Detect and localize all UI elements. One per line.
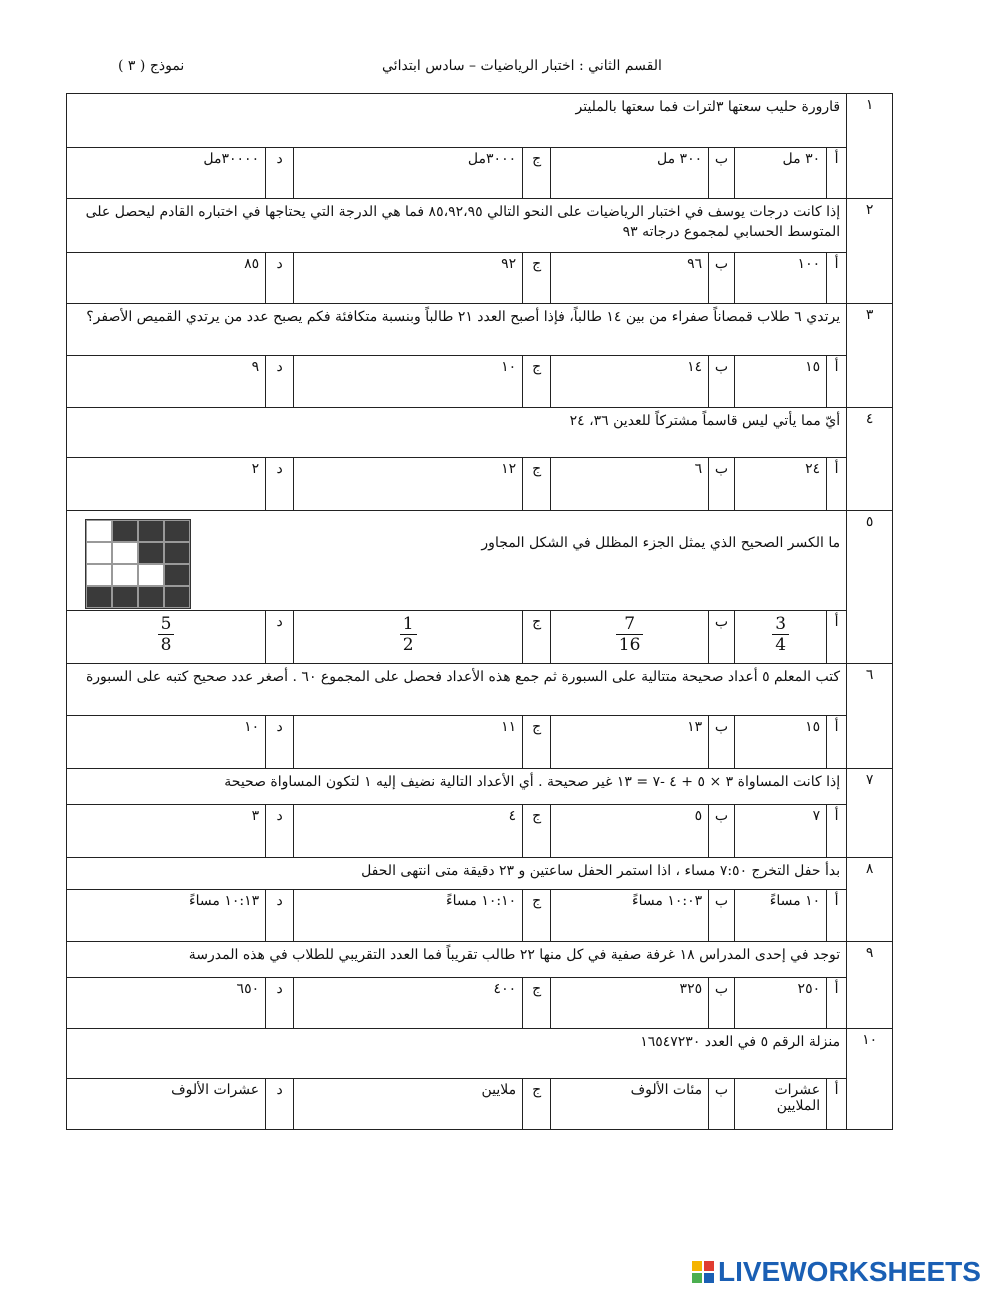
fraction bbox=[400, 614, 417, 655]
question-row bbox=[67, 94, 893, 148]
options-row bbox=[67, 805, 893, 858]
question-row bbox=[67, 664, 893, 716]
grid-cell bbox=[138, 520, 164, 542]
grid-cell bbox=[86, 586, 112, 608]
options-row bbox=[67, 890, 893, 942]
fraction bbox=[616, 614, 644, 655]
option-label: ج bbox=[523, 148, 551, 199]
option-label: د bbox=[266, 148, 294, 199]
options-row bbox=[67, 356, 893, 408]
question-text: إذا كانت المساواة ٣ × ٥ + ٤ -٧ = ١٣ غير صحيحة . أي الأعداد التالية نضيف إليه ١ لتكون المساواة صحيحة bbox=[224, 774, 841, 790]
grid-cell bbox=[164, 564, 190, 586]
answer-option[interactable]: ٣٢٥ bbox=[551, 978, 709, 1029]
option-label: ب bbox=[709, 458, 735, 511]
option-label: ج bbox=[523, 805, 551, 858]
fraction-numerator: 1 bbox=[402, 614, 414, 634]
options-row bbox=[67, 253, 893, 304]
option-label: د bbox=[266, 716, 294, 769]
question-row bbox=[67, 769, 893, 805]
options-row bbox=[67, 716, 893, 769]
question-text: توجد في إحدى المدراس ١٨ غرفة صفية في كل منها ٢٢ طالب تقريباً فما العدد التقريبي للطلاب في هذه المدرسة bbox=[188, 947, 841, 963]
fraction-numerator: 7 bbox=[624, 614, 636, 634]
question-number: ٧ bbox=[847, 769, 893, 858]
answer-option[interactable]: ٩٦ bbox=[551, 253, 709, 304]
option-label: أ bbox=[827, 978, 847, 1029]
grid-cell bbox=[112, 542, 138, 564]
option-label: أ bbox=[827, 716, 847, 769]
answer-option[interactable] bbox=[551, 611, 709, 664]
answer-option[interactable]: ٣٠٠ مل bbox=[551, 148, 709, 199]
option-label: ب bbox=[709, 611, 735, 664]
fraction bbox=[772, 614, 789, 655]
option-label: ب bbox=[709, 890, 735, 942]
grid-cell bbox=[164, 586, 190, 608]
question-number: ٨ bbox=[847, 858, 893, 942]
exam-title: القسم الثاني : اختبار الرياضيات – سادس ابتدائي bbox=[382, 58, 662, 74]
liveworksheets-logo bbox=[692, 1256, 981, 1288]
fraction-denominator: 2 bbox=[400, 634, 417, 655]
question-text: ما الكسر الصحيح الذي يمثل الجزء المظلل في الشكل المجاور bbox=[481, 535, 841, 551]
answer-option[interactable]: ٧ bbox=[735, 805, 827, 858]
option-label: أ bbox=[827, 805, 847, 858]
answer-option[interactable]: ١١ bbox=[294, 716, 523, 769]
answer-option[interactable]: مئات الألوف bbox=[551, 1079, 709, 1130]
option-label: ج bbox=[523, 253, 551, 304]
options-row bbox=[67, 978, 893, 1029]
grid-cell bbox=[164, 520, 190, 542]
answer-option[interactable]: ١٤ bbox=[551, 356, 709, 408]
option-label: ب bbox=[709, 148, 735, 199]
option-label: د bbox=[266, 978, 294, 1029]
grid-cell bbox=[138, 542, 164, 564]
logo-text: LIVEWORKSHEETS bbox=[718, 1256, 981, 1287]
option-label: أ bbox=[827, 611, 847, 664]
option-label: أ bbox=[827, 148, 847, 199]
grid-cell bbox=[164, 542, 190, 564]
option-label: ج bbox=[523, 356, 551, 408]
option-label: ج bbox=[523, 890, 551, 942]
answer-option[interactable]: ١٥ bbox=[735, 716, 827, 769]
option-label: د bbox=[266, 1079, 294, 1130]
option-label: د bbox=[266, 253, 294, 304]
answer-option[interactable]: عشرات الألوف bbox=[67, 1079, 266, 1130]
question-row bbox=[67, 1029, 893, 1079]
answer-option[interactable]: ملايين bbox=[294, 1079, 523, 1130]
grid-cell bbox=[138, 586, 164, 608]
model-number: نموذج ( ٣ ) bbox=[118, 58, 185, 74]
answer-option[interactable]: ١٢ bbox=[294, 458, 523, 511]
option-label: ب bbox=[709, 805, 735, 858]
answer-option[interactable]: ١٠٠ bbox=[735, 253, 827, 304]
answer-option[interactable] bbox=[294, 611, 523, 664]
option-label: أ bbox=[827, 356, 847, 408]
grid-cell bbox=[112, 520, 138, 542]
question-row bbox=[67, 942, 893, 978]
answer-option[interactable]: ٩ bbox=[67, 356, 266, 408]
answer-option[interactable] bbox=[735, 611, 827, 664]
answer-option[interactable]: ٣٠٠٠٠مل bbox=[67, 148, 266, 199]
option-label: ج bbox=[523, 716, 551, 769]
fraction bbox=[158, 614, 175, 655]
shaded-grid-figure bbox=[85, 519, 191, 609]
question-row bbox=[67, 511, 893, 611]
question-text: كتب المعلم ٥ أعداد صحيحة متتالية على السبورة ثم جمع هذه الأعداد فحصل على المجموع ٦٠ . أصغر عدد صحيح كتبه على السبورة bbox=[85, 669, 841, 685]
answer-option[interactable]: ١٠ مساءً bbox=[735, 890, 827, 942]
grid-cell bbox=[86, 542, 112, 564]
options-row bbox=[67, 611, 893, 664]
option-label: أ bbox=[827, 890, 847, 942]
fraction-numerator: 3 bbox=[775, 614, 787, 634]
answer-option[interactable]: ٢ bbox=[67, 458, 266, 511]
question-number: ٢ bbox=[847, 199, 893, 304]
option-label: د bbox=[266, 805, 294, 858]
answer-option[interactable]: ٤٠٠ bbox=[294, 978, 523, 1029]
question-text: بدأ حفل التخرج ٧:٥٠ مساء ، اذا استمر الحفل ساعتين و ٢٣ دقيقة متى انتهى الحفل bbox=[361, 863, 841, 879]
option-label: ج bbox=[523, 978, 551, 1029]
questions-table bbox=[66, 93, 893, 1130]
question-row bbox=[67, 199, 893, 253]
question-number: ٥ bbox=[847, 511, 893, 664]
answer-option[interactable]: ٦ bbox=[551, 458, 709, 511]
answer-option[interactable]: ١٠:٠٣ مساءً bbox=[551, 890, 709, 942]
grid-cell bbox=[86, 564, 112, 586]
option-label: ب bbox=[709, 716, 735, 769]
question-number: ٦ bbox=[847, 664, 893, 769]
question-row bbox=[67, 858, 893, 890]
question-text: يرتدي ٦ طلاب قمصاناً صفراء من بين ١٤ طالباً، فإذا أصبح العدد ٢١ طالباً وبنسبة متكافئة فكم يصبح عدد من يرتدي القميص الأصفر؟ bbox=[86, 309, 841, 325]
answer-option[interactable]: عشرات الملايين bbox=[735, 1079, 827, 1130]
option-label: أ bbox=[827, 1079, 847, 1130]
fraction-denominator: 8 bbox=[158, 634, 175, 655]
answer-option[interactable]: ٢٤ bbox=[735, 458, 827, 511]
answer-option[interactable]: ٣٠٠٠مل bbox=[294, 148, 523, 199]
answer-option[interactable]: ١٠:١٠ مساءً bbox=[294, 890, 523, 942]
option-label: ج bbox=[523, 611, 551, 664]
answer-option[interactable]: ١٠:١٣ مساءً bbox=[67, 890, 266, 942]
option-label: أ bbox=[827, 253, 847, 304]
answer-option[interactable]: ١٥ bbox=[735, 356, 827, 408]
fraction-denominator: 16 bbox=[616, 634, 644, 655]
grid-cell bbox=[112, 564, 138, 586]
option-label: د bbox=[266, 890, 294, 942]
logo-mark-icon bbox=[692, 1261, 714, 1283]
question-number: ٩ bbox=[847, 942, 893, 1029]
answer-option[interactable]: ١٣ bbox=[551, 716, 709, 769]
option-label: د bbox=[266, 611, 294, 664]
grid-cell bbox=[112, 586, 138, 608]
option-label: د bbox=[266, 356, 294, 408]
answer-option[interactable]: ١٠ bbox=[294, 356, 523, 408]
options-row bbox=[67, 458, 893, 511]
answer-option[interactable]: ٤ bbox=[294, 805, 523, 858]
question-row bbox=[67, 304, 893, 356]
answer-option[interactable]: ٩٢ bbox=[294, 253, 523, 304]
question-text: قارورة حليب سعتها ٣لترات فما سعتها بالمليتر bbox=[575, 99, 841, 115]
options-row bbox=[67, 148, 893, 199]
question-text: إذا كانت درجات يوسف في اختبار الرياضيات على النحو التالي ٨٥،٩٢،٩٥ فما هي الدرجة التي يحتاجها في اختباره القادم ليحصل على المتوسط الحسابي لمجموع درجاته ٩٣ bbox=[85, 204, 841, 240]
option-label: ب bbox=[709, 356, 735, 408]
option-label: ب bbox=[709, 1079, 735, 1130]
option-label: ج bbox=[523, 458, 551, 511]
answer-option[interactable] bbox=[67, 611, 266, 664]
option-label: أ bbox=[827, 458, 847, 511]
fraction-denominator: 4 bbox=[772, 634, 789, 655]
answer-option[interactable]: ٢٥٠ bbox=[735, 978, 827, 1029]
grid-cell bbox=[138, 564, 164, 586]
answer-option[interactable]: ٣ bbox=[67, 805, 266, 858]
question-number: ١ bbox=[847, 94, 893, 199]
option-label: د bbox=[266, 458, 294, 511]
answer-option[interactable]: ٨٥ bbox=[67, 253, 266, 304]
options-row bbox=[67, 1079, 893, 1130]
question-number: ٣ bbox=[847, 304, 893, 408]
answer-option[interactable]: ٦٥٠ bbox=[67, 978, 266, 1029]
fraction-numerator: 5 bbox=[160, 614, 172, 634]
question-text: منزلة الرقم ٥ في العدد ١٦٥٤٧٢٣٠ bbox=[640, 1034, 841, 1050]
question-number: ١٠ bbox=[847, 1029, 893, 1130]
question-text: أيّ مما يأتي ليس قاسماً مشتركاً للعدين ٣٦، ٢٤ bbox=[569, 413, 841, 429]
answer-option[interactable]: ١٠ bbox=[67, 716, 266, 769]
option-label: ب bbox=[709, 253, 735, 304]
answer-option[interactable]: ٣٠ مل bbox=[735, 148, 827, 199]
grid-cell bbox=[86, 520, 112, 542]
option-label: ب bbox=[709, 978, 735, 1029]
question-number: ٤ bbox=[847, 408, 893, 511]
answer-option[interactable]: ٥ bbox=[551, 805, 709, 858]
option-label: ج bbox=[523, 1079, 551, 1130]
question-row bbox=[67, 408, 893, 458]
